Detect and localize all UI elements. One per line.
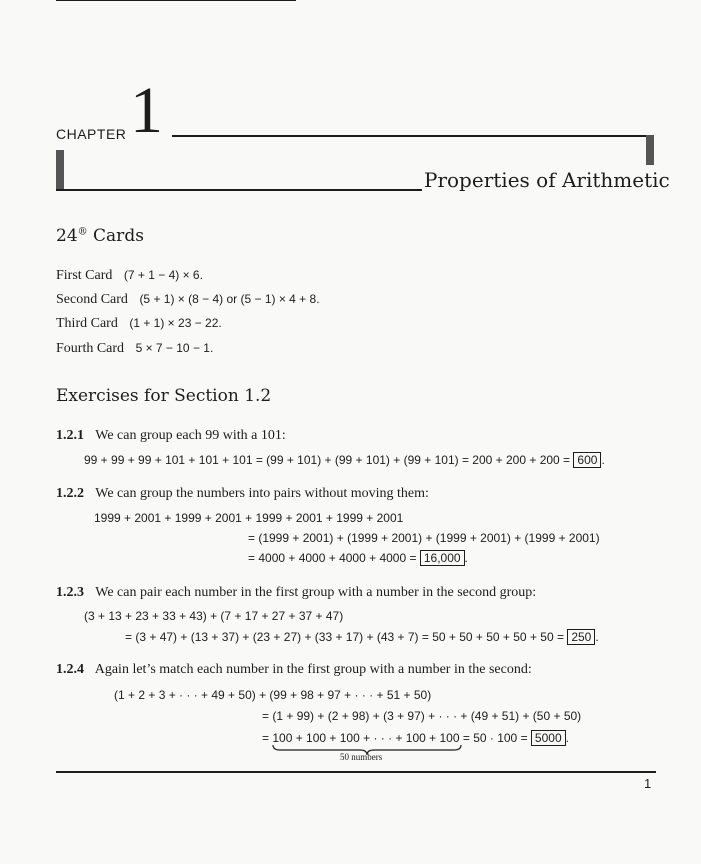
exercise-1-2-1-equation [84,453,605,467]
exercise-1-2-4-result [262,731,569,745]
exercise-1-2-3-result [125,630,599,644]
exercise-1-2-4-statement [56,662,532,678]
cards-heading-number: 24 [56,226,78,246]
cards-heading [56,226,144,246]
equation-line: = (1 + 99) + (2 + 98) + (3 + 97) + · · · + (49 + 51) + (50 + 50) [262,709,582,723]
card-row [56,341,213,357]
equation-line: = 4000 + 4000 + 4000 + 4000 = [248,551,417,565]
exercise-1-2-3-statement [56,585,536,601]
period: . [601,453,605,467]
equation-line: (1 + 2 + 3 + · · · + 49 + 50) + (99 + 98 + 97 + · · · + 51 + 50) [114,688,432,702]
exercise-number: 1.2.1 [56,428,84,443]
chapter-rule-top [172,135,654,137]
card-label: First Card [56,268,113,283]
exercise-1-2-1-statement [56,428,286,444]
equation-line: (3 + 13 + 23 + 33 + 43) + (7 + 17 + 27 + 37 + 47) [84,609,344,623]
underbraced-sum: 100 + 100 + 100 + · · · + 100 + 100 [272,731,460,745]
answer-box: 16,000 [420,550,465,566]
exercise-number: 1.2.2 [56,486,84,501]
card-row [56,292,320,308]
equals-sign: = [262,731,270,745]
exercise-text: Again let’s match each number in the first group with a number in the second: [94,662,532,677]
exercise-1-2-2-result [248,551,468,565]
period: . [565,731,569,745]
chapter-title: Properties of Arithmetic [424,168,670,192]
card-label: Second Card [56,292,128,307]
top-rule [56,0,296,1]
equation-line: = (3 + 47) + (13 + 37) + (23 + 27) + (33 + 17) + (43 + 7) = 50 + 50 + 50 + 50 + 50 = [125,630,564,644]
footer-rule [56,771,656,773]
registered-mark: ® [77,226,88,238]
chapter-number: 1 [130,74,163,147]
exercise-1-2-2-statement [56,486,429,502]
card-expression: 5 × 7 − 10 − 1. [135,341,214,355]
equation-line: = (1999 + 2001) + (1999 + 2001) + (1999 + 2001) + (1999 + 2001) [248,531,600,545]
exercise-text: We can group the numbers into pairs without moving them: [95,486,429,501]
card-row [56,268,203,284]
period: . [464,551,468,565]
exercises-heading: Exercises for Section 1.2 [56,386,272,406]
answer-box: 250 [567,629,595,645]
exercise-number: 1.2.3 [56,585,84,600]
equation-line: 1999 + 2001 + 1999 + 2001 + 1999 + 2001 + 1999 + 2001 [94,511,404,525]
period: . [595,630,599,644]
chapter-rule-bottom [56,189,422,191]
exercise-text: We can group each 99 with a 101: [95,428,286,443]
chapter-label: CHAPTER [56,126,127,142]
cards-heading-suffix: Cards [87,226,144,246]
exercise-text: We can pair each number in the first group with a number in the second group: [95,585,537,600]
exercise-number: 1.2.4 [56,662,84,677]
equation-line: = 50 · 100 = [462,731,528,745]
card-label: Third Card [56,316,118,331]
card-label: Fourth Card [56,341,125,356]
chapter-rule-left-tab [56,150,64,190]
card-expression: (1 + 1) × 23 − 22. [129,316,222,330]
page-number: 1 [644,776,652,791]
equation-line: 99 + 99 + 99 + 101 + 101 + 101 = (99 + 101) + (99 + 101) + (99 + 101) = 200 + 200 + 200 = [84,453,571,467]
card-expression: (7 + 1 − 4) × 6. [123,268,203,282]
card-expression: (5 + 1) × (8 − 4) or (5 − 1) × 4 + 8. [139,292,320,306]
brace-label: 50 numbers [340,752,383,762]
card-row [56,316,222,332]
answer-box: 5000 [531,730,566,746]
answer-box: 600 [573,452,601,468]
chapter-rule-right-tab [646,135,654,165]
